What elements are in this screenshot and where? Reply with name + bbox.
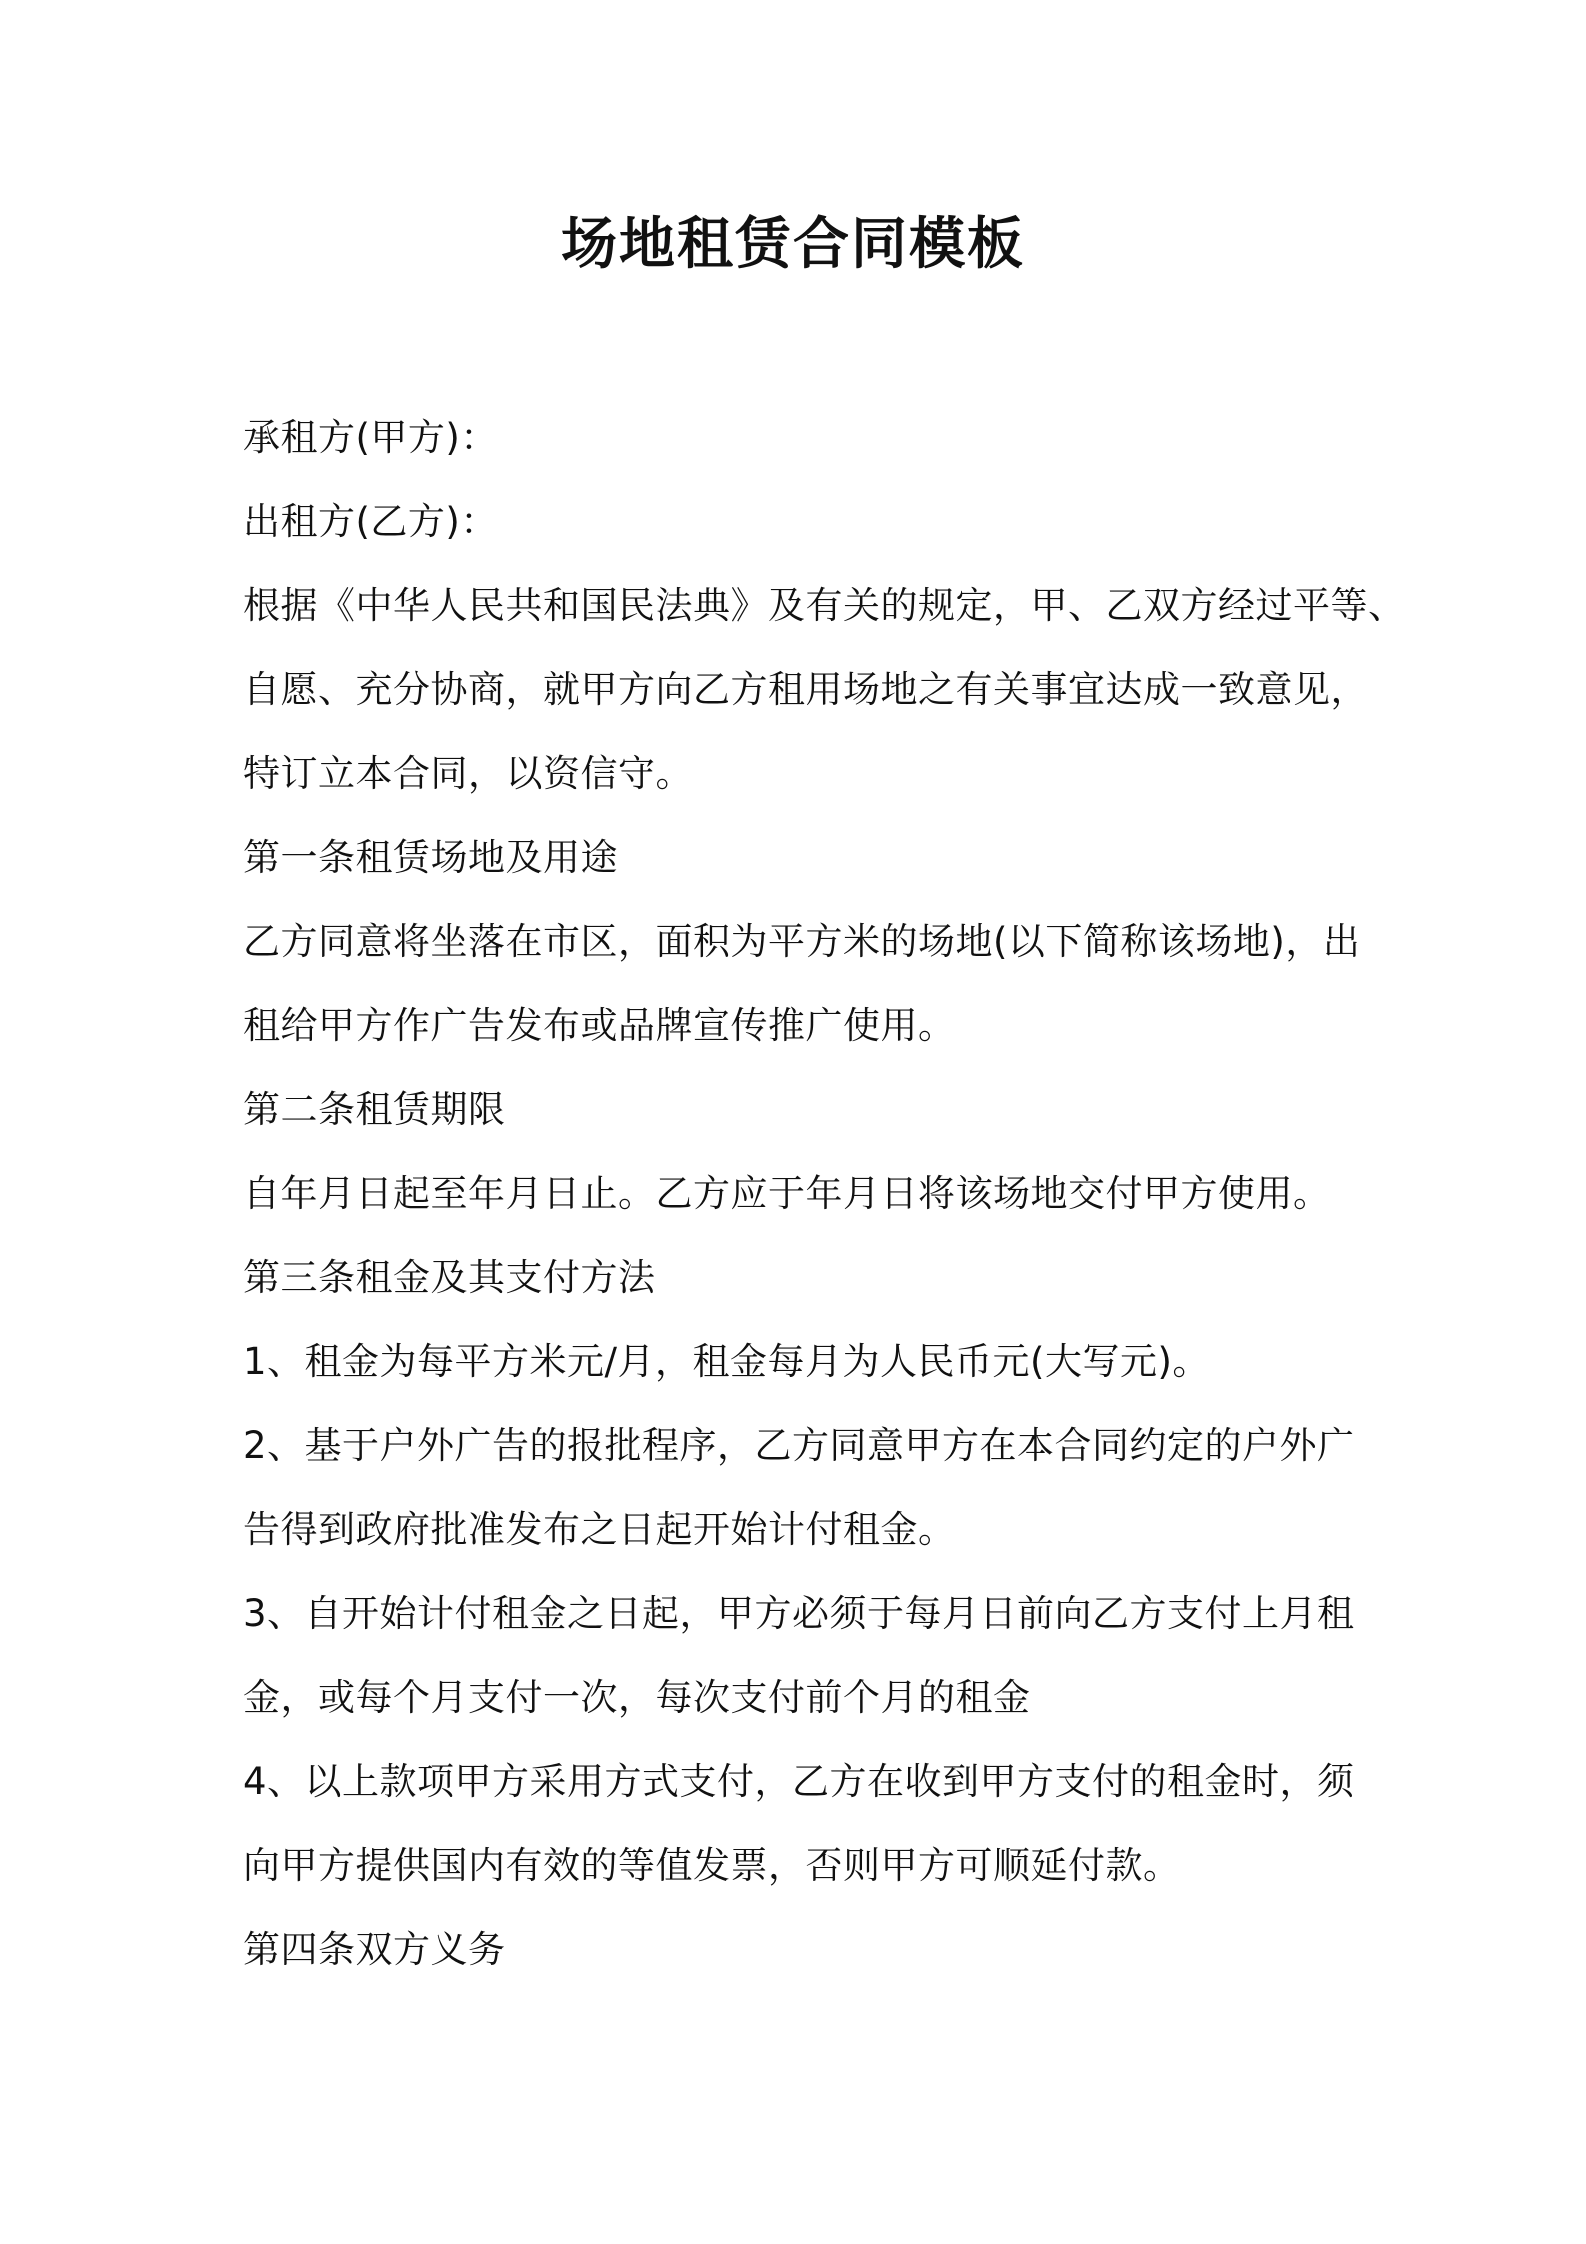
paragraph-line: 自愿、充分协商，就甲方向乙方租用场地之有关事宜达成一致意见， <box>243 668 1368 711</box>
paragraph-line: 金，或每个月支付一次，每次支付前个月的租金 <box>243 1676 1031 1719</box>
paragraph-line: 1、租金为每平方米元/月，租金每月为人民币元(大写元)。 <box>243 1340 1210 1383</box>
paragraph-line: 根据《中华人民共和国民法典》及有关的规定，甲、乙双方经过平等、 <box>243 584 1406 627</box>
paragraph-line: 向甲方提供国内有效的等值发票，否则甲方可顺延付款。 <box>243 1844 1181 1887</box>
paragraph-line: 自年月日起至年月日止。乙方应于年月日将该场地交付甲方使用。 <box>243 1172 1331 1215</box>
paragraph-line: 乙方同意将坐落在市区，面积为平方米的场地(以下简称该场地)，出 <box>243 920 1361 963</box>
paragraph-line: 告得到政府批准发布之日起开始计付租金。 <box>243 1508 956 1551</box>
article-heading: 第二条租赁期限 <box>243 1088 506 1131</box>
article-heading: 第一条租赁场地及用途 <box>243 836 618 879</box>
paragraph-line: 4、以上款项甲方采用方式支付，乙方在收到甲方支付的租金时，须 <box>243 1760 1355 1803</box>
paragraph-line: 3、自开始计付租金之日起，甲方必须于每月日前向乙方支付上月租 <box>243 1592 1355 1635</box>
article-heading: 第四条双方义务 <box>243 1928 506 1971</box>
document-body <box>243 396 1406 1992</box>
party-b-line: 出租方(乙方)： <box>243 500 498 543</box>
paragraph-line: 2、基于户外广告的报批程序，乙方同意甲方在本合同约定的户外广 <box>243 1424 1355 1467</box>
party-a-line: 承租方(甲方)： <box>243 416 498 459</box>
paragraph-line: 特订立本合同，以资信守。 <box>243 752 693 795</box>
article-heading: 第三条租金及其支付方法 <box>243 1256 656 1299</box>
document-title: 场地租赁合同模板 <box>561 212 1025 277</box>
paragraph-line: 租给甲方作广告发布或品牌宣传推广使用。 <box>243 1004 956 1047</box>
